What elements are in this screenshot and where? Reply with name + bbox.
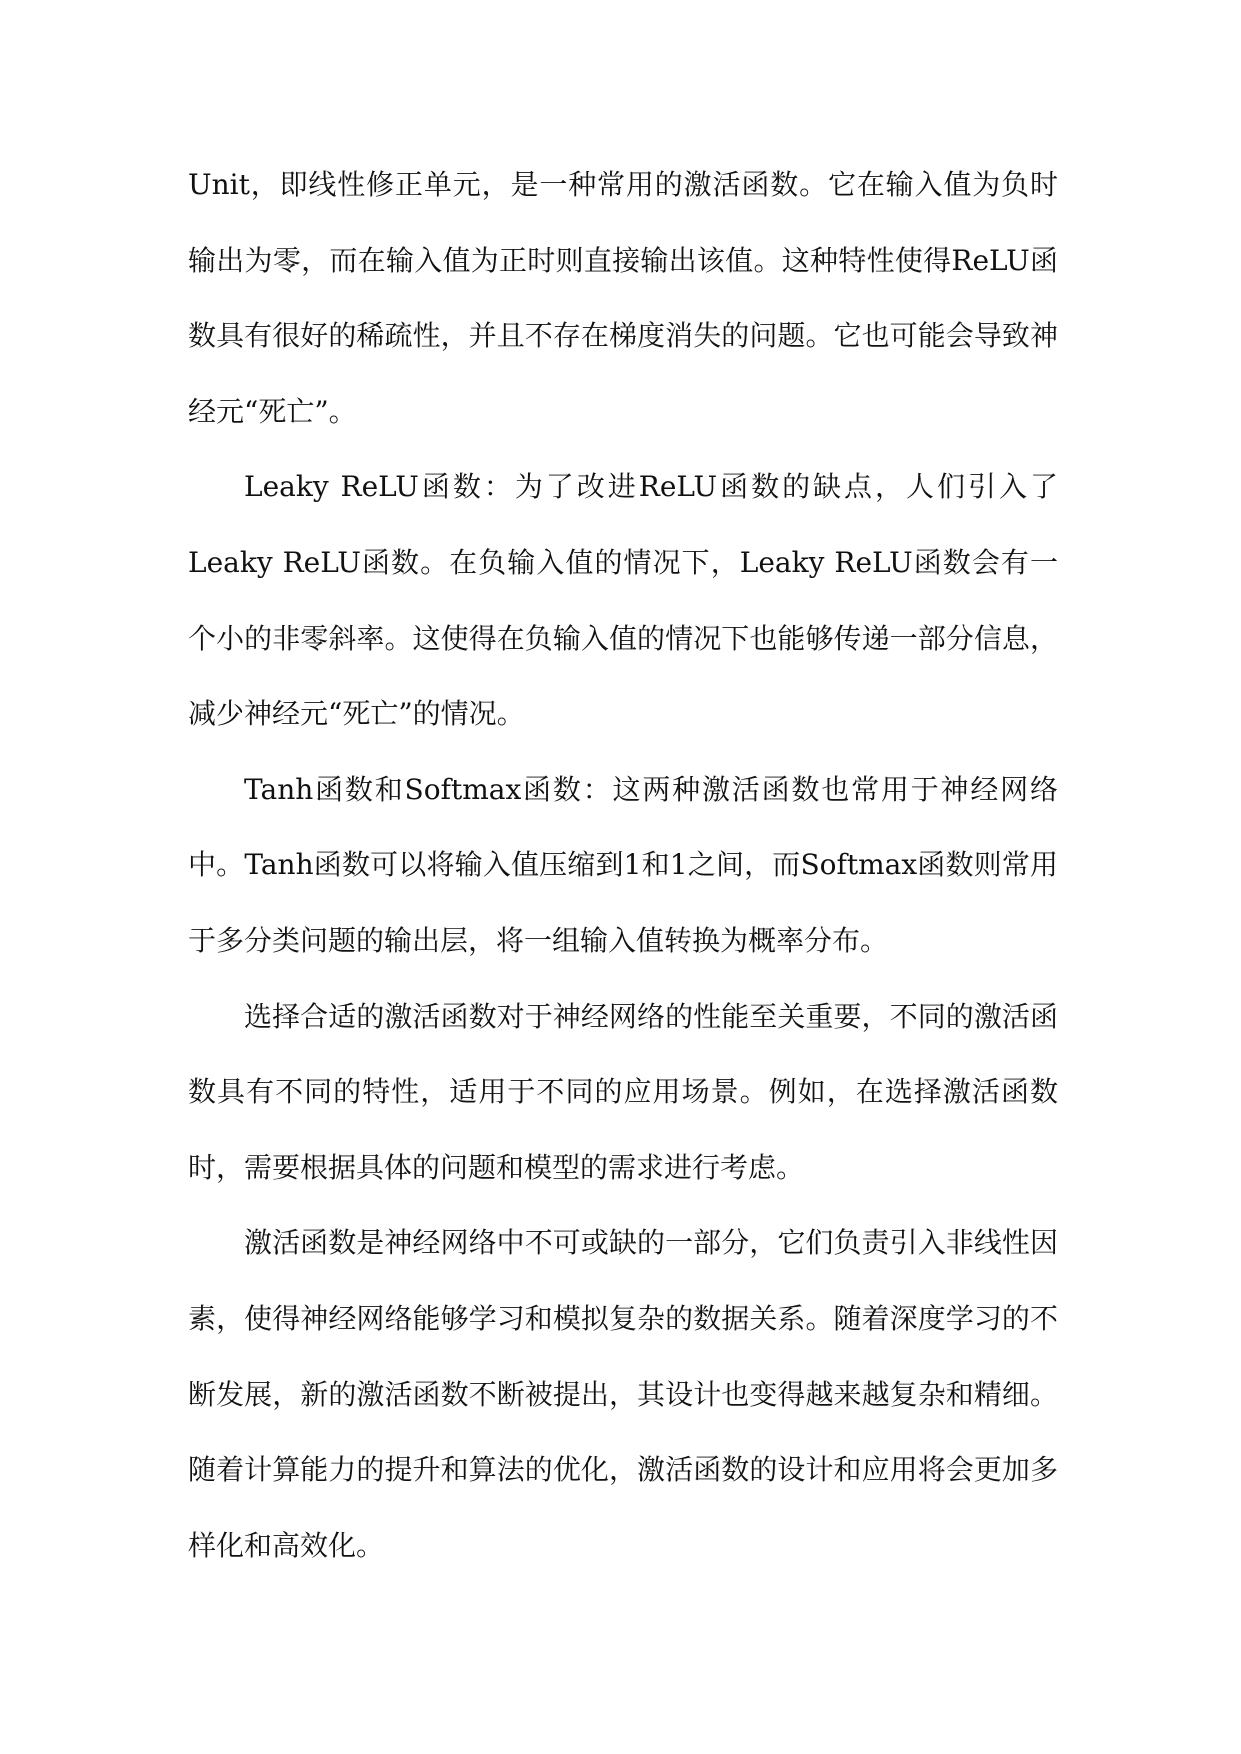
paragraph-leaky-relu: Leaky ReLU函数：为了改进ReLU函数的缺点，人们引入了Leaky ReLU函数。在负输入值的情况下，Leaky ReLU函数会有一个小的非零斜率。这使得在负输入值的情况下也能够传递一部分信息，减少神经元“死亡”的情况。 (188, 470, 1058, 731)
paragraph-relu-continued: Unit，即线性修正单元，是一种常用的激活函数。它在输入值为负时输出为零，而在输入值为正时则直接输出该值。这种特性使得ReLU函数具有很好的稀疏性，并且不存在梯度消失的问题。它也可能会导致神经元“死亡”。 (188, 168, 1058, 428)
paragraph-choosing-activation: 选择合适的激活函数对于神经网络的性能至关重要，不同的激活函数具有不同的特性，适用于不同的应用场景。例如，在选择激活函数时，需要根据具体的问题和模型的需求进行考虑。 (188, 999, 1058, 1184)
paragraph-tanh-softmax: Tanh函数和Softmax函数：这两种激活函数也常用于神经网络中。Tanh函数可以将输入值压缩到1和1之间，而Softmax函数则常用于多分类问题的输出层，将一组输入值转换为概率分布。 (188, 772, 1058, 957)
document-body (188, 147, 1058, 1583)
paragraph-summary: 激活函数是神经网络中不可或缺的一部分，它们负责引入非线性因素，使得神经网络能够学习和模拟复杂的数据关系。随着深度学习的不断发展，新的激活函数不断被提出，其设计也变得越来越复杂和精细。随着计算能力的提升和算法的优化，激活函数的设计和应用将会更加多样化和高效化。 (188, 1226, 1058, 1562)
